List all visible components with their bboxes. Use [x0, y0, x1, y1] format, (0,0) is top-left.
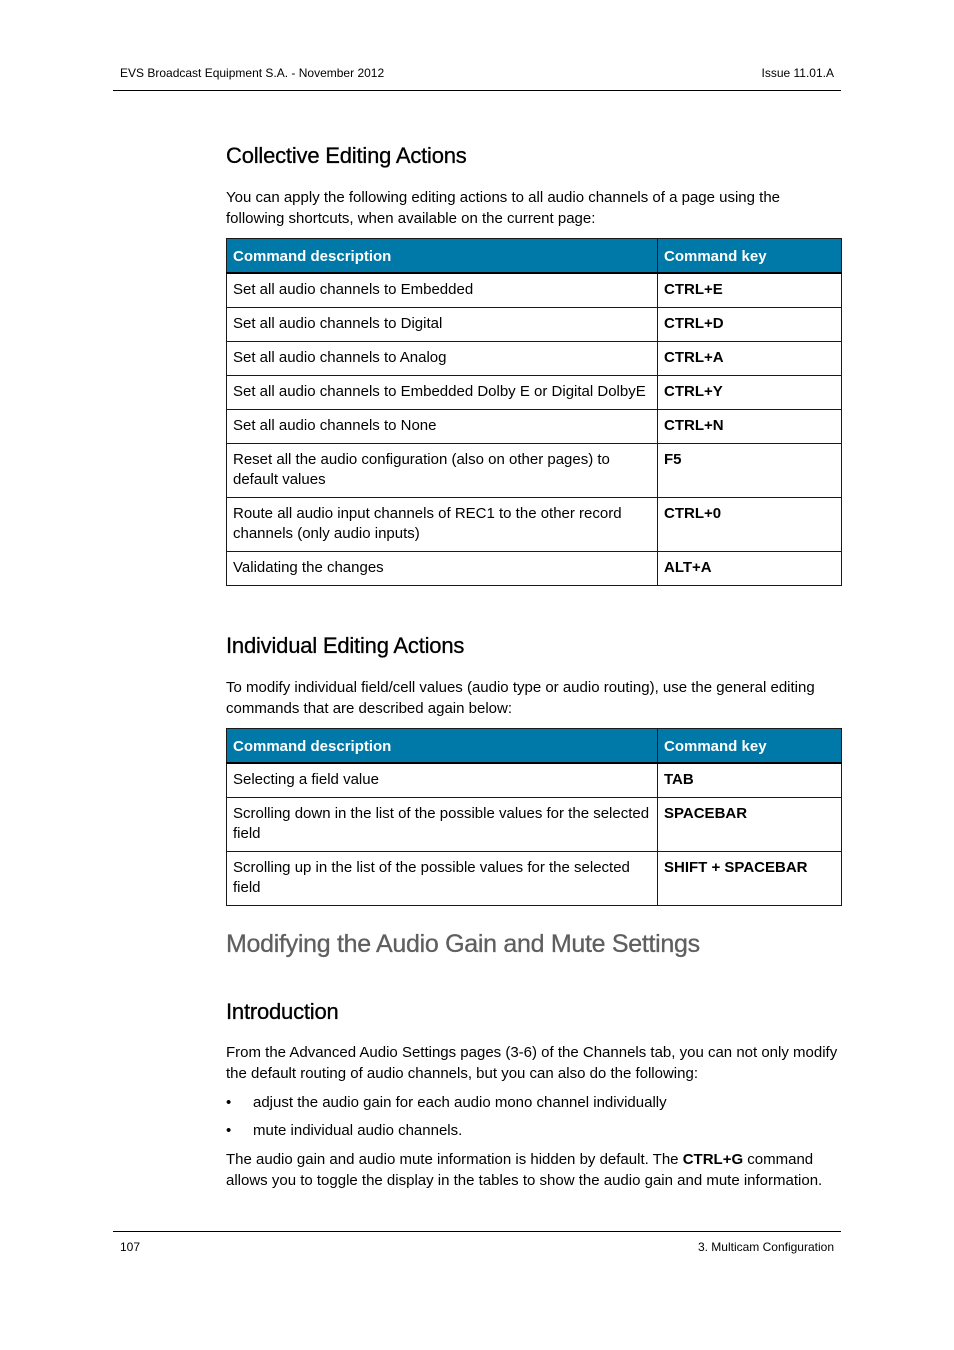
- table-row: [227, 342, 842, 376]
- toggle-info-text-cont: command allows you to toggle the display in the tables to show the audio gain and mute information.: [226, 1151, 823, 1189]
- command-description: Selecting a field value: [227, 763, 658, 798]
- table-row: [227, 308, 842, 342]
- command-key: CTRL+Y: [658, 376, 842, 410]
- table-row: [227, 498, 842, 552]
- command-description: Reset all the audio configuration (also on other pages) to default values: [227, 444, 658, 498]
- command-key: CTRL+E: [658, 273, 842, 308]
- column-header-key: Command key: [658, 729, 842, 764]
- toggle-info-paragraph: [226, 1149, 841, 1191]
- feature-list: [226, 1092, 841, 1148]
- command-description: Scrolling down in the list of the possible values for the selected field: [227, 798, 658, 852]
- list-item: [226, 1120, 841, 1148]
- command-key: CTRL+0: [658, 498, 842, 552]
- individual-commands-table: [226, 728, 842, 906]
- chapter-name: 3. Multicam Configuration: [697, 1240, 834, 1254]
- command-description: Set all audio channels to Embedded Dolby E or Digital DolbyE: [227, 376, 658, 410]
- individual-intro: To modify individual field/cell values (audio type or audio routing), use the general editing commands that are described again below:: [226, 679, 815, 717]
- command-key: ALT+A: [658, 552, 842, 586]
- command-key: F5: [658, 444, 842, 498]
- heading-collective-editing: Collective Editing Actions: [226, 143, 467, 168]
- table-row: [227, 444, 842, 498]
- collective-commands-table: [226, 238, 842, 586]
- command-description: Route all audio input channels of REC1 to the other record channels (only audio inputs): [227, 498, 658, 552]
- table-row: [227, 552, 842, 586]
- introduction-paragraph: From the Advanced Audio Settings pages (3-6) of the Channels tab, you can not only modify the default routing of audio channels, but you can also do the following:: [226, 1044, 838, 1082]
- table-row: [227, 376, 842, 410]
- heading-introduction: Introduction: [226, 999, 339, 1024]
- column-header-description: Command description: [227, 239, 658, 274]
- command-key: SPACEBAR: [658, 798, 842, 852]
- command-description: Scrolling up in the list of the possible values for the selected field: [227, 852, 658, 906]
- header-publisher: EVS Broadcast Equipment S.A. - November 2012: [120, 66, 385, 80]
- table-header-row: [227, 729, 842, 764]
- command-key: CTRL+D: [658, 308, 842, 342]
- header-issue: Issue 11.01.A: [761, 66, 834, 80]
- list-item: [226, 1092, 841, 1120]
- table-row: [227, 763, 842, 798]
- column-header-key: Command key: [658, 239, 842, 274]
- table-row: [227, 852, 842, 906]
- table-row: [227, 273, 842, 308]
- command-key: TAB: [658, 763, 842, 798]
- table-row: [227, 798, 842, 852]
- table-row: [227, 410, 842, 444]
- page-header: [113, 66, 841, 91]
- command-description: Set all audio channels to Embedded: [227, 273, 658, 308]
- bullet-marker: •: [226, 1122, 232, 1139]
- page-number: 107: [120, 1240, 141, 1254]
- command-description: Set all audio channels to Digital: [227, 308, 658, 342]
- section-title-modifying-audio: Modifying the Audio Gain and Mute Settings: [226, 930, 700, 958]
- list-item-text: mute individual audio channels.: [253, 1122, 463, 1139]
- bullet-marker: •: [226, 1094, 232, 1111]
- heading-individual-editing: Individual Editing Actions: [226, 633, 465, 658]
- collective-intro: You can apply the following editing actions to all audio channels of a page using the following shortcuts, when available on the current page:: [226, 189, 781, 227]
- toggle-command-key: CTRL+G: [682, 1151, 744, 1168]
- command-key: CTRL+A: [658, 342, 842, 376]
- list-item-text: adjust the audio gain for each audio mono channel individually: [253, 1094, 667, 1111]
- command-key: CTRL+N: [658, 410, 842, 444]
- table-header-row: [227, 239, 842, 274]
- column-header-description: Command description: [227, 729, 658, 764]
- command-description: Set all audio channels to Analog: [227, 342, 658, 376]
- toggle-info-text: The audio gain and audio mute information is hidden by default. The: [226, 1151, 683, 1168]
- command-key: SHIFT + SPACEBAR: [658, 852, 842, 906]
- command-description: Validating the changes: [227, 552, 658, 586]
- command-description: Set all audio channels to None: [227, 410, 658, 444]
- page-footer: [113, 1231, 841, 1254]
